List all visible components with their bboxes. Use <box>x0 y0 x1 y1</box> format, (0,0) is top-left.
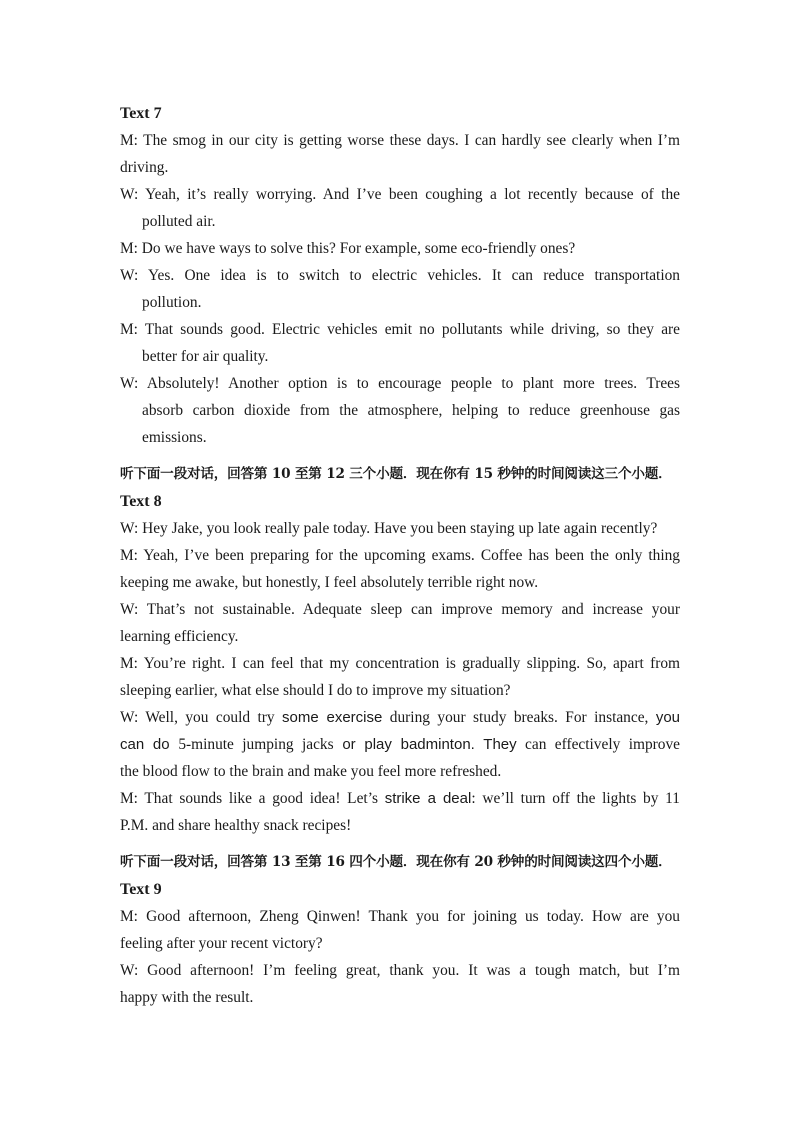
text8-line: keeping me awake, but honestly, I feel absolutely terrible right now. <box>120 574 539 591</box>
text8-line: W: Hey Jake, you look really pale today. Have you been staying up late again recently? <box>120 520 658 537</box>
text7-dialogue <box>120 127 680 451</box>
text7-line: M: The smog in our city is getting worse these days. I can hardly see clearly when I’m <box>120 132 680 149</box>
text7-line: driving. <box>120 159 169 176</box>
text8-line <box>120 731 680 758</box>
text9-instruction: 听下面一段对话，回答第 13 至第 16 四个小题．现在你有 20 秒钟的时间阅读这四个小题． <box>120 854 672 870</box>
text7-line: absorb carbon dioxide from the atmosphere, helping to reduce greenhouse gas <box>142 402 680 419</box>
text8-line-seg: M: That sounds like a good idea! Let’s <box>120 790 385 807</box>
text8-line: P.M. and share healthy snack recipes! <box>120 817 352 834</box>
text8-line-seg: can effectively improve <box>516 736 680 753</box>
text8-line-seg: . They <box>470 736 517 753</box>
text7-title: Text 7 <box>120 105 162 122</box>
text7-line: emissions. <box>142 429 207 446</box>
text9-line: feeling after your recent victory? <box>120 935 323 952</box>
text8-line-seg: W: Well, you could try <box>120 709 283 726</box>
text8-line: M: You’re right. I can feel that my concentration is gradually slipping. So, apart from <box>120 655 680 672</box>
text8-line: W: That’s not sustainable. Adequate sleep can improve memory and increase your <box>120 601 680 618</box>
text7-line: W: Absolutely! Another option is to encourage people to plant more trees. Trees <box>120 375 680 392</box>
text8-line <box>120 785 680 812</box>
text7-line: M: Do we have ways to solve this? For example, some eco-friendly ones? <box>120 240 576 257</box>
text8-line <box>120 704 680 731</box>
text7-line: M: That sounds good. Electric vehicles emit no pollutants while driving, so they are <box>120 321 680 338</box>
text7-line: W: Yes. One idea is to switch to electric vehicles. It can reduce transportation <box>120 267 680 284</box>
text8-line-seg: or play badminton <box>333 736 471 753</box>
text8-line-seg: strike a deal <box>384 790 472 807</box>
text7-line: better for air quality. <box>142 348 269 365</box>
text8-instruction: 听下面一段对话，回答第 10 至第 12 三个小题．现在你有 15 秒钟的时间阅读这三个小题． <box>120 466 672 482</box>
text8-line-seg: during your study breaks. For instance, <box>382 709 656 726</box>
text8-line-seg: 5-minute jumping jacks <box>178 736 334 753</box>
text8-line-seg: : we’ll turn off the lights by 11 <box>471 790 680 807</box>
text8-line-seg: can do <box>120 736 179 753</box>
text9-dialogue <box>120 903 680 1011</box>
text8-line: sleeping earlier, what else should I do to improve my situation? <box>120 682 511 699</box>
text8-line-seg: you <box>655 709 681 726</box>
text9-title: Text 9 <box>120 881 162 898</box>
text9-line: W: Good afternoon! I’m feeling great, thank you. It was a tough match, but I’m <box>120 962 680 979</box>
text9-line: happy with the result. <box>120 989 254 1006</box>
text8-line: M: Yeah, I’ve been preparing for the upcoming exams. Coffee has been the only thing <box>120 547 680 564</box>
text8-line-seg: some exercise <box>282 709 383 726</box>
text7-line: pollution. <box>142 294 202 311</box>
text8-line: the blood flow to the brain and make you feel more refreshed. <box>120 763 502 780</box>
text9-line: M: Good afternoon, Zheng Qinwen! Thank you for joining us today. How are you <box>120 908 680 925</box>
text8-dialogue <box>120 515 680 839</box>
text7-line: W: Yeah, it’s really worrying. And I’ve been coughing a lot recently because of the <box>120 186 680 203</box>
text8-line: learning efficiency. <box>120 628 239 645</box>
text8-title: Text 8 <box>120 493 162 510</box>
text7-line: polluted air. <box>142 213 216 230</box>
